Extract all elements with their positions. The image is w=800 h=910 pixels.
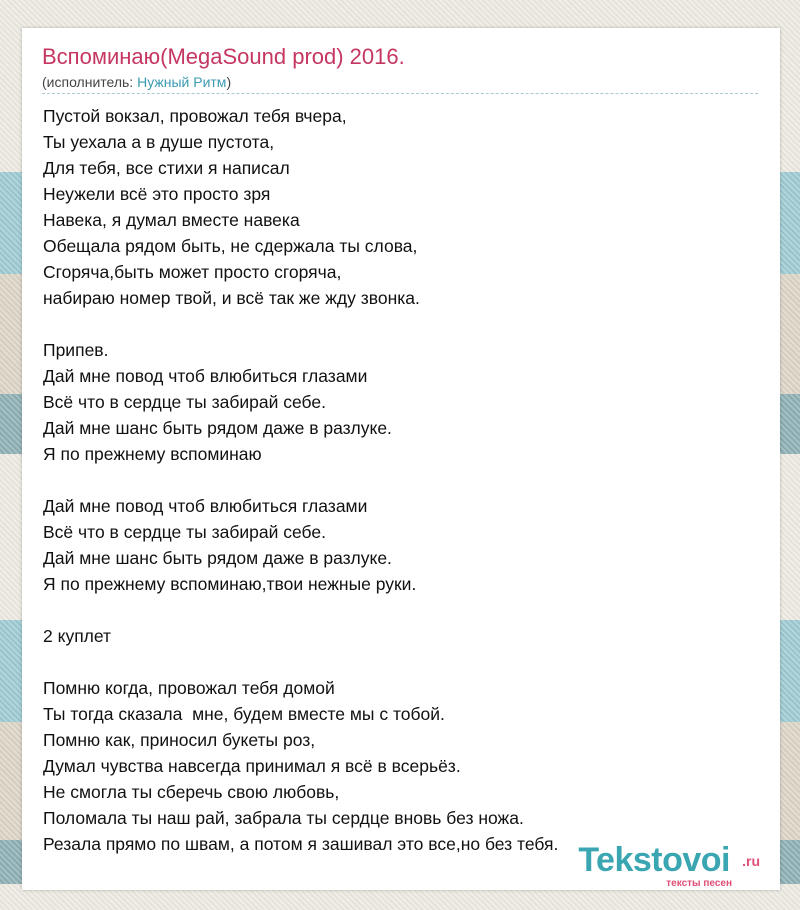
site-logo-name: Tekstovoi <box>578 841 730 879</box>
site-logo[interactable] <box>562 840 772 892</box>
lyric-line: Дай мне повод чтоб влюбиться глазами <box>43 366 368 386</box>
lyric-line: Дай мне шанс быть рядом даже в разлуке. <box>43 548 392 568</box>
artist-link[interactable]: Нужный Ритм <box>137 74 227 90</box>
lyric-line: Навека, я думал вместе навека <box>43 210 300 230</box>
song-title: Вспоминаю(MegaSound prod) 2016. <box>42 44 405 69</box>
lyric-line: Резала прямо по швам, а потом я зашивал это все,но без тебя. <box>43 834 559 854</box>
lyric-line: Поломала ты наш рай, забрала ты сердце вновь без ножа. <box>43 808 524 828</box>
lyric-line: Я по прежнему вспоминаю,твои нежные руки. <box>43 574 417 594</box>
lyric-line: Сгоряча,быть может просто сгоряча, <box>43 262 342 282</box>
lyric-line <box>43 467 763 493</box>
lyric-line: Обещала рядом быть, не сдержала ты слова, <box>43 236 418 256</box>
lyric-line: Ты тогда сказала мне, будем вместе мы с тобой. <box>43 704 445 724</box>
lyric-line: Ты уехала а в душе пустота, <box>43 132 275 152</box>
lyric-line: Не смогла ты сберечь свою любовь, <box>43 782 340 802</box>
lyric-line: Припев. <box>43 340 109 360</box>
site-logo-tld: .ru <box>742 853 760 869</box>
lyric-line: Всё что в сердце ты забирай себе. <box>43 522 326 542</box>
lyric-line: Помню когда, провожал тебя домой <box>43 678 335 698</box>
lyric-line: Дай мне повод чтоб влюбиться глазами <box>43 496 368 516</box>
lyric-line <box>43 649 763 675</box>
artist-suffix: ) <box>226 74 232 90</box>
lyric-line: Помню как, приносил букеты роз, <box>43 730 316 750</box>
title-divider <box>42 93 758 94</box>
lyrics-card <box>22 28 780 890</box>
lyric-line: Дай мне шанс быть рядом даже в разлуке. <box>43 418 392 438</box>
lyrics-text <box>43 103 763 857</box>
lyric-line: Для тебя, все стихи я написал <box>43 158 290 178</box>
lyric-line <box>43 597 763 623</box>
lyric-line <box>43 311 763 337</box>
lyric-line: Думал чувства навсегда принимал я всё в всерьёз. <box>43 756 461 776</box>
lyric-line: Неужели всё это просто зря <box>43 184 271 204</box>
artist-prefix: (исполнитель: <box>42 74 138 90</box>
lyric-line: Пустой вокзал, провожал тебя вчера, <box>43 106 347 126</box>
lyric-line: набираю номер твой, и всё так же жду звонка. <box>43 288 420 308</box>
lyric-line: 2 куплет <box>43 626 112 646</box>
artist-line <box>42 73 231 91</box>
lyric-line: Я по прежнему вспоминаю <box>43 444 262 464</box>
site-logo-tagline: тексты песен <box>666 878 732 889</box>
lyric-line: Всё что в сердце ты забирай себе. <box>43 392 326 412</box>
